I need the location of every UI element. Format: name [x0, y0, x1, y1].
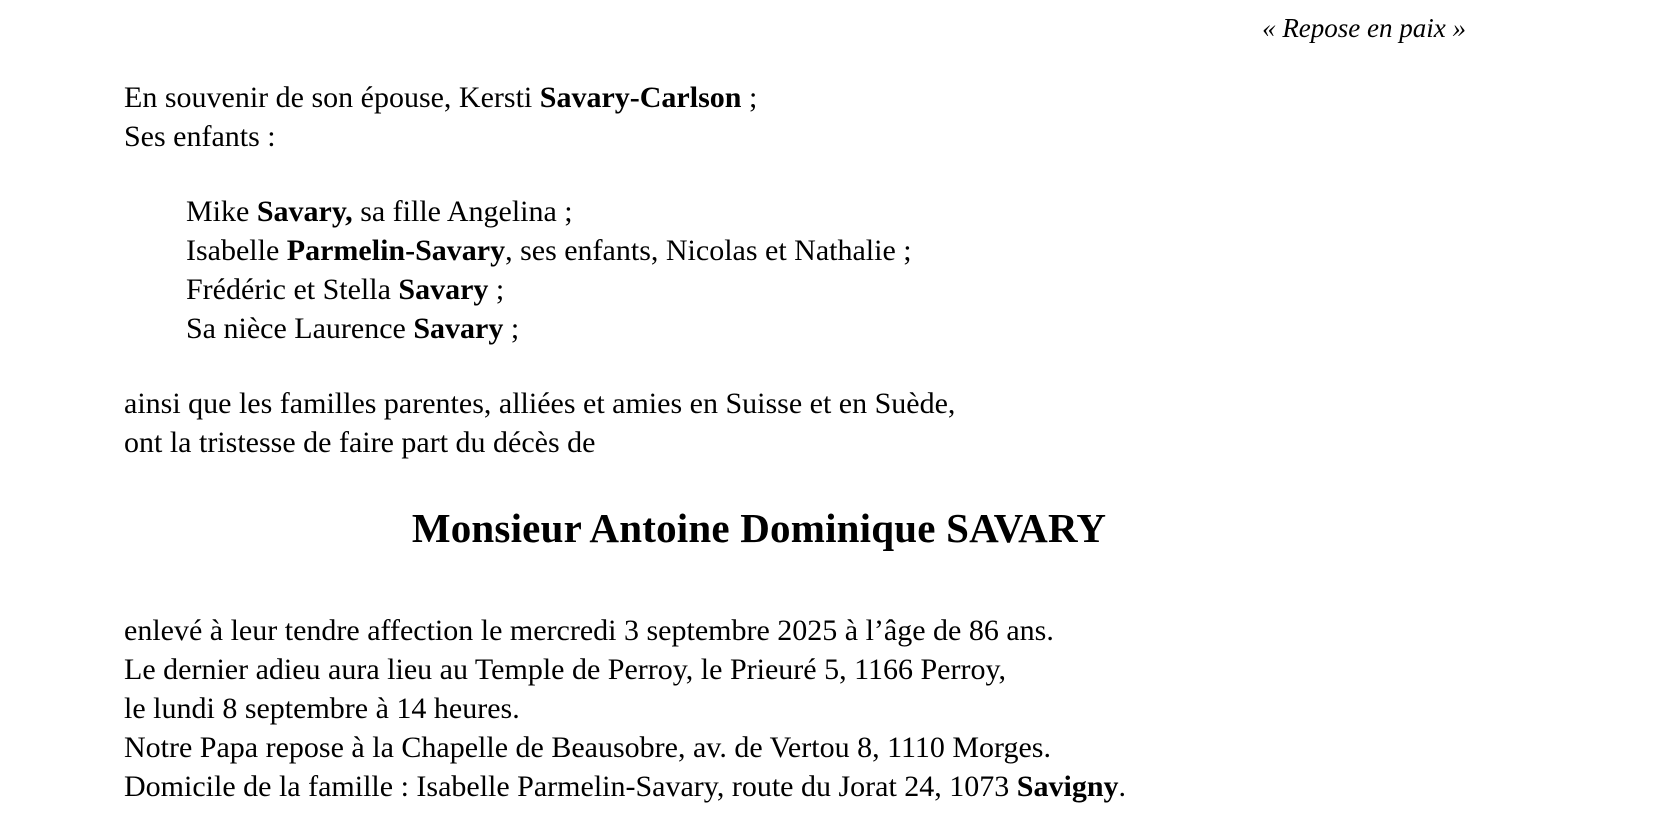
deceased-name: Monsieur Antoine Dominique SAVARY	[411, 505, 1107, 551]
detail-line: Notre Papa repose à la Chapelle de Beausobre, av. de Vertou 8, 1110 Morges.	[124, 731, 1051, 765]
epitaph-quote: « Repose en paix »	[1262, 13, 1466, 43]
family-list-item: Frédéric et Stella Savary ;	[186, 273, 505, 306]
notice-body	[124, 78, 1524, 806]
intro-line: Ses enfants :	[124, 120, 276, 153]
family-list-item: Sa nièce Laurence Savary ;	[186, 312, 520, 345]
spacer	[124, 348, 1524, 384]
family-list-item: Isabelle Parmelin-Savary, ses enfants, Nicolas et Nathalie ;	[186, 234, 912, 267]
announcement-block	[124, 384, 1524, 462]
family-list-item: Mike Savary, sa fille Angelina ;	[186, 195, 573, 228]
detail-line: le lundi 8 septembre à 14 heures.	[124, 692, 520, 726]
announcement-line: ont la tristesse de faire part du décès de	[124, 426, 596, 459]
detail-line: Le dernier adieu aura lieu au Temple de Perroy, le Prieuré 5, 1166 Perroy,	[124, 653, 1007, 687]
details-block	[124, 611, 1524, 806]
detail-line: Domicile de la famille : Isabelle Parmelin-Savary, route du Jorat 24, 1073 Savigny.	[124, 770, 1127, 804]
intro-block	[124, 78, 1524, 156]
intro-line: En souvenir de son épouse, Kersti Savary-Carlson ;	[124, 81, 758, 114]
detail-line: enlevé à leur tendre affection le mercredi 3 septembre 2025 à l’âge de 86 ans.	[124, 614, 1054, 648]
family-list	[124, 192, 1524, 348]
spacer	[124, 156, 1524, 192]
announcement-line: ainsi que les familles parentes, alliées et amies en Suisse et en Suède,	[124, 387, 956, 420]
